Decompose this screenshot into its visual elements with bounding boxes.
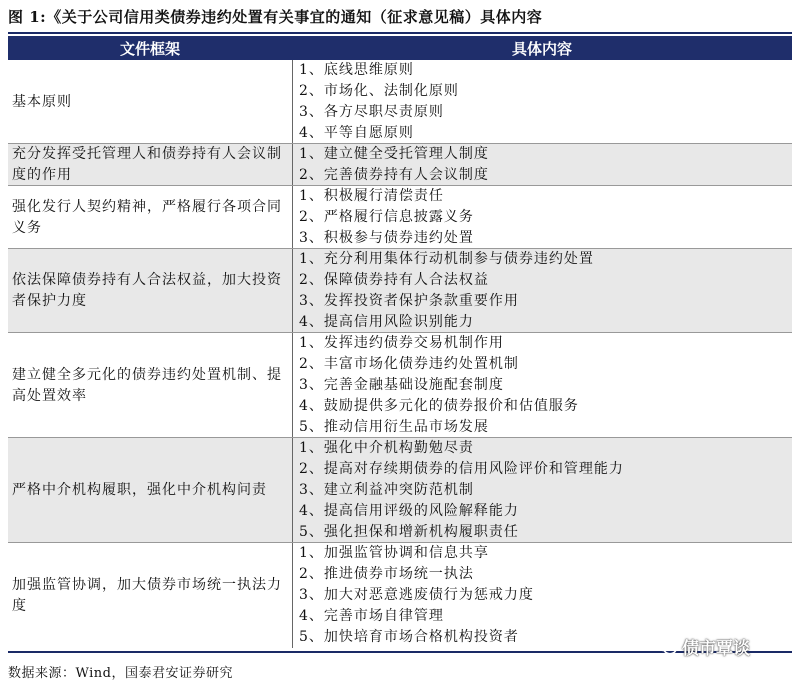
- content-item: 3、积极参与债券违约处置: [299, 230, 474, 246]
- content-cell: [292, 60, 792, 144]
- content-item: 4、提高信用评级的风险解释能力: [299, 503, 519, 519]
- table-header: [8, 36, 792, 60]
- content-item: 2、推进债券市场统一执法: [299, 566, 474, 582]
- content-item: 1、建立健全受托管理人制度: [299, 146, 489, 162]
- content-item: 5、推动信用衍生品市场发展: [299, 419, 489, 435]
- content-item: 4、完善市场自律管理: [299, 608, 444, 624]
- table-row: [8, 543, 792, 648]
- table-row: [8, 186, 792, 249]
- figure-title: 图 1:《关于公司信用类债券违约处置有关事宜的通知（征求意见稿）具体内容: [8, 8, 543, 26]
- content-item: 2、市场化、法制化原则: [299, 83, 459, 99]
- content-cell: [292, 144, 792, 186]
- framework-cell: 依法保障债券持有人合法权益，加大投资者保护力度: [12, 272, 282, 309]
- framework-cell: 基本原则: [12, 93, 72, 110]
- content-item: 3、加大对恶意逃废债行为惩戒力度: [299, 587, 534, 603]
- content-item: 4、平等自愿原则: [299, 125, 414, 141]
- content-item: 5、加快培育市场合格机构投资者: [299, 629, 519, 645]
- content-item: 1、积极履行清偿责任: [299, 188, 444, 204]
- content-item: 1、强化中介机构勤勉尽责: [299, 440, 474, 456]
- content-cell: [292, 333, 792, 438]
- framework-cell: 充分发挥受托管理人和债券持有人会议制度的作用: [12, 146, 282, 183]
- wechat-watermark: [656, 634, 750, 659]
- content-item: 1、发挥违约债券交易机制作用: [299, 335, 504, 351]
- table-row: [8, 249, 792, 333]
- header-framework: 文件框架: [119, 39, 180, 58]
- wechat-icon: [656, 638, 678, 656]
- data-source: 数据来源：Wind，国泰君安证券研究: [8, 666, 233, 681]
- content-item: 2、严格履行信息披露义务: [299, 209, 474, 225]
- content-item: 2、完善债券持有人会议制度: [299, 167, 489, 183]
- content-item: 5、强化担保和增新机构履职责任: [299, 524, 519, 540]
- content-cell: [292, 249, 792, 333]
- watermark-text: 债市覃谈: [682, 639, 750, 659]
- framework-cell: 强化发行人契约精神，严格履行各项合同义务: [12, 198, 282, 236]
- content-cell: [292, 186, 792, 249]
- content-item: 4、鼓励提供多元化的债券报价和估值服务: [299, 398, 579, 414]
- framework-cell: 建立健全多元化的债券违约处置机制、提高处置效率: [12, 366, 282, 404]
- content-item: 1、充分利用集体行动机制参与债券违约处置: [299, 251, 594, 267]
- framework-cell: 加强监管协调，加大债券市场统一执法力度: [12, 576, 282, 614]
- content-cell: [292, 543, 792, 648]
- table-row: [8, 144, 792, 186]
- header-content: 具体内容: [511, 39, 572, 58]
- content-item: 3、完善金融基础设施配套制度: [299, 377, 504, 393]
- content-item: 3、各方尽职尽责原则: [299, 104, 444, 120]
- table-row: [8, 333, 792, 438]
- table-row: [8, 60, 792, 144]
- content-item: 3、建立利益冲突防范机制: [299, 482, 474, 498]
- content-item: 3、发挥投资者保护条款重要作用: [299, 293, 519, 309]
- content-item: 2、保障债券持有人合法权益: [299, 272, 489, 288]
- content-item: 1、底线思维原则: [299, 62, 414, 78]
- table-row: [8, 438, 792, 543]
- framework-cell: 严格中介机构履职，强化中介机构问责: [12, 482, 267, 498]
- content-item: 2、丰富市场化债券违约处置机制: [299, 356, 519, 372]
- content-item: 4、提高信用风险识别能力: [299, 314, 474, 330]
- content-item: 2、提高对存续期债券的信用风险评价和管理能力: [299, 461, 624, 477]
- content-item: 1、加强监管协调和信息共享: [299, 545, 489, 561]
- top-rule: [8, 32, 792, 34]
- content-cell: [292, 438, 792, 543]
